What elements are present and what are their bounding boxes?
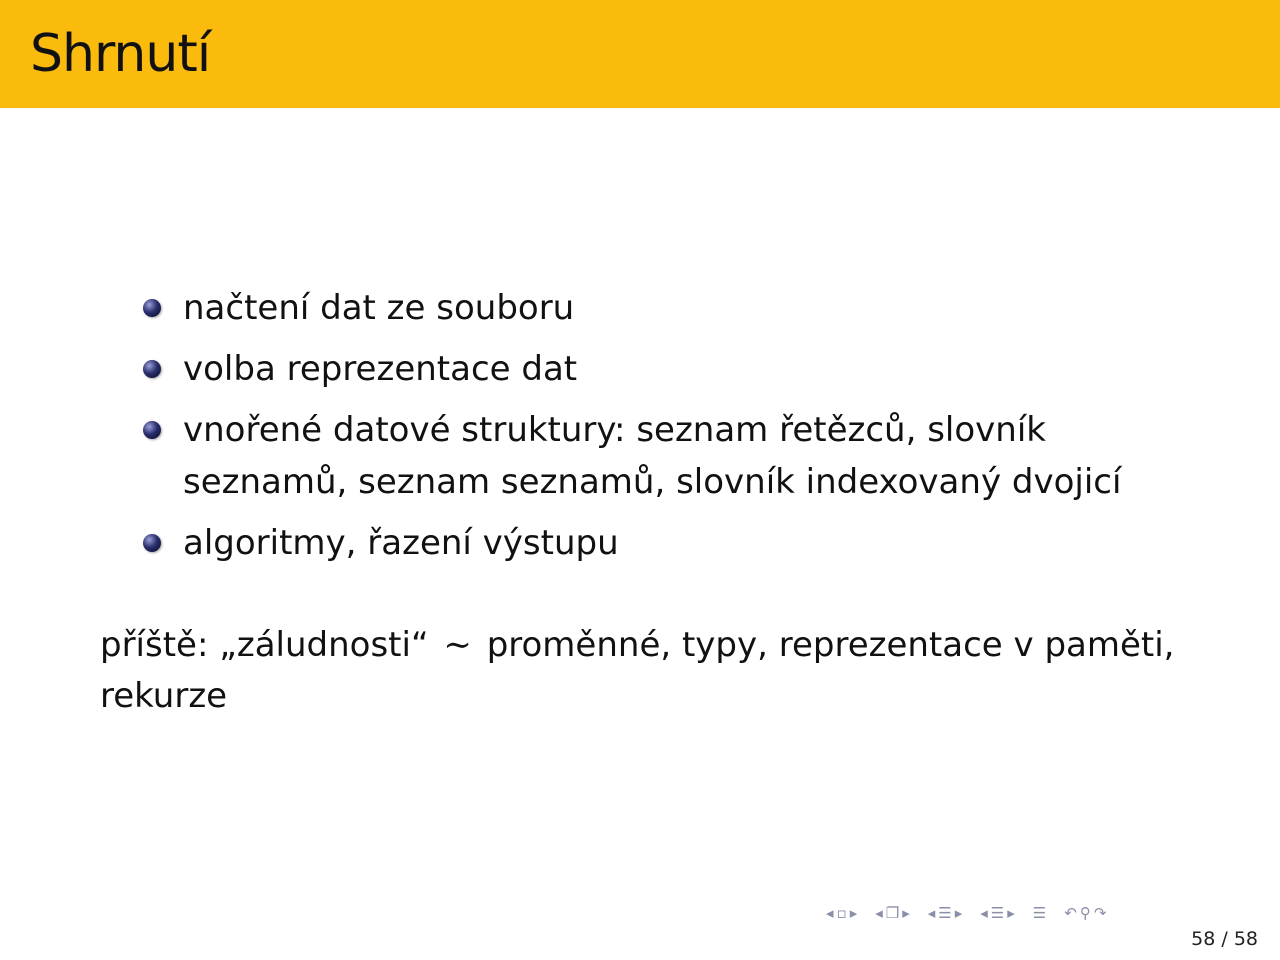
redo-icon[interactable]: ↷	[1093, 904, 1107, 922]
list-item-text: načtení dat ze souboru	[183, 288, 575, 328]
list-item-text: algoritmy, řazení výstupu	[183, 523, 619, 563]
arrow-right-icon[interactable]: ▸	[1007, 904, 1015, 922]
next-lecture-note	[100, 620, 1200, 722]
nav-document-group	[1033, 904, 1046, 922]
slide-title: Shrnutí	[30, 24, 211, 84]
part-icon[interactable]: ☰	[990, 904, 1005, 922]
list-item-text: volba reprezentace dat	[183, 349, 578, 389]
arrow-right-icon[interactable]: ▸	[954, 904, 963, 922]
page-number: 58 / 58	[1191, 928, 1258, 950]
list-item-text: vnořené datové struktury: seznam řetězců, slovník seznamů, seznam seznamů, slovník indexovaný dvojicí	[183, 410, 1122, 502]
frames-stack-icon[interactable]: ❐	[885, 904, 900, 922]
next-label: příště: „záludnosti“	[100, 625, 429, 665]
nav-part-group	[980, 904, 1015, 922]
beamer-navigation	[826, 900, 1272, 926]
arrow-right-icon[interactable]: ▸	[849, 904, 858, 922]
list-item	[140, 282, 1220, 334]
nav-frame-group	[826, 904, 857, 922]
search-icon[interactable]: ⚲	[1079, 904, 1091, 922]
arrow-right-icon[interactable]: ▸	[902, 904, 910, 922]
arrow-left-icon[interactable]: ◂	[980, 904, 988, 922]
list-item	[140, 517, 1220, 569]
undo-icon[interactable]: ↶	[1064, 904, 1077, 922]
nav-actions-group	[1064, 904, 1106, 922]
list-item	[140, 404, 1123, 508]
arrow-left-icon[interactable]: ◂	[875, 904, 883, 922]
slide-header	[0, 0, 1280, 108]
next-topics: proměnné, typy, reprezentace v paměti, rekurze	[100, 625, 1175, 716]
section-icon[interactable]: ☰	[938, 904, 952, 922]
arrow-left-icon[interactable]: ◂	[826, 904, 834, 922]
list-item	[140, 343, 1220, 395]
bullet-icon	[143, 299, 161, 317]
frame-icon[interactable]: ▫	[836, 904, 847, 922]
bullet-icon	[143, 421, 161, 439]
tilde-symbol: ∼	[443, 625, 472, 665]
nav-section-group	[928, 904, 963, 922]
bullet-list	[140, 282, 1220, 578]
bullet-icon	[143, 534, 161, 552]
nav-subsection-group	[875, 904, 910, 922]
document-icon[interactable]: ☰	[1032, 904, 1047, 922]
bullet-icon	[143, 360, 161, 378]
arrow-left-icon[interactable]: ◂	[927, 904, 936, 922]
